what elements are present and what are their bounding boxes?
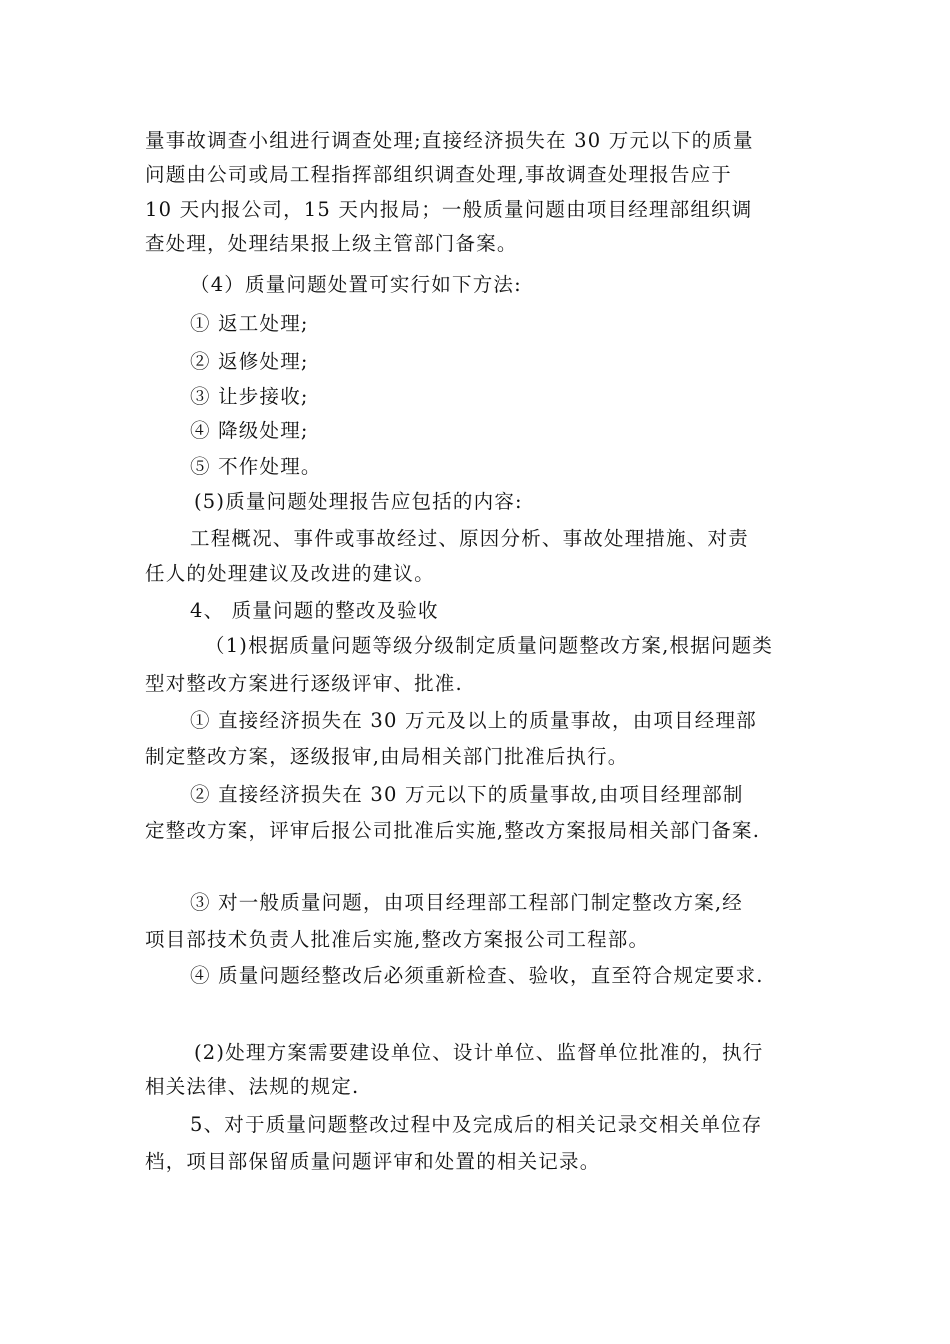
- list-item: ② 返修处理;: [190, 350, 309, 373]
- list-item: ④ 降级处理;: [190, 419, 309, 442]
- section-heading: （4）质量问题处置可实行如下方法:: [190, 273, 522, 296]
- list-item: ⑤ 不作处理。: [190, 455, 322, 478]
- text-line: 问题由公司或局工程指挥部组织调查处理,事故调查处理报告应于: [145, 163, 732, 186]
- text-line: （1)根据质量问题等级分级制定质量问题整改方案,根据问题类: [205, 634, 774, 657]
- text-line: ③ 对一般质量问题，由项目经理部工程部门制定整改方案,经: [190, 891, 743, 914]
- section-heading: 4、 质量问题的整改及验收: [190, 599, 439, 622]
- text-line: (2)处理方案需要建设单位、设计单位、监督单位批准的，执行: [194, 1041, 764, 1064]
- text-line: 10 天内报公司，15 天内报局；一般质量问题由项目经理部组织调: [145, 198, 753, 221]
- text-line: ④ 质量问题经整改后必须重新检查、验收，直至符合规定要求.: [190, 964, 764, 987]
- text-line: 量事故调查小组进行调查处理;直接经济损失在 30 万元以下的质量: [145, 129, 754, 152]
- text-line: ① 直接经济损失在 30 万元及以上的质量事故，由项目经理部: [190, 709, 757, 732]
- text-line: ② 直接经济损失在 30 万元以下的质量事故,由项目经理部制: [190, 783, 744, 806]
- text-line: 项目部技术负责人批准后实施,整改方案报公司工程部。: [145, 928, 650, 951]
- text-line: 型对整改方案进行逐级评审、批准.: [145, 672, 463, 695]
- text-line: 工程概况、事件或事故经过、原因分析、事故处理措施、对责: [190, 527, 749, 550]
- text-line: 查处理，处理结果报上级主管部门备案。: [145, 232, 518, 255]
- text-line: 5、对于质量问题整改过程中及完成后的相关记录交相关单位存: [190, 1113, 763, 1136]
- text-line: 档，项目部保留质量问题评审和处置的相关记录。: [145, 1150, 601, 1173]
- list-item: ① 返工处理;: [190, 312, 309, 335]
- list-item: ③ 让步接收;: [190, 385, 309, 408]
- section-heading: (5)质量问题处理报告应包括的内容:: [194, 490, 523, 513]
- text-line: 相关法律、法规的规定.: [145, 1075, 360, 1098]
- text-line: 制定整改方案，逐级报审,由局相关部门批准后执行。: [145, 745, 629, 768]
- text-line: 任人的处理建议及改进的建议。: [145, 562, 435, 585]
- text-line: 定整改方案，评审后报公司批准后实施,整改方案报局相关部门备案.: [145, 819, 761, 842]
